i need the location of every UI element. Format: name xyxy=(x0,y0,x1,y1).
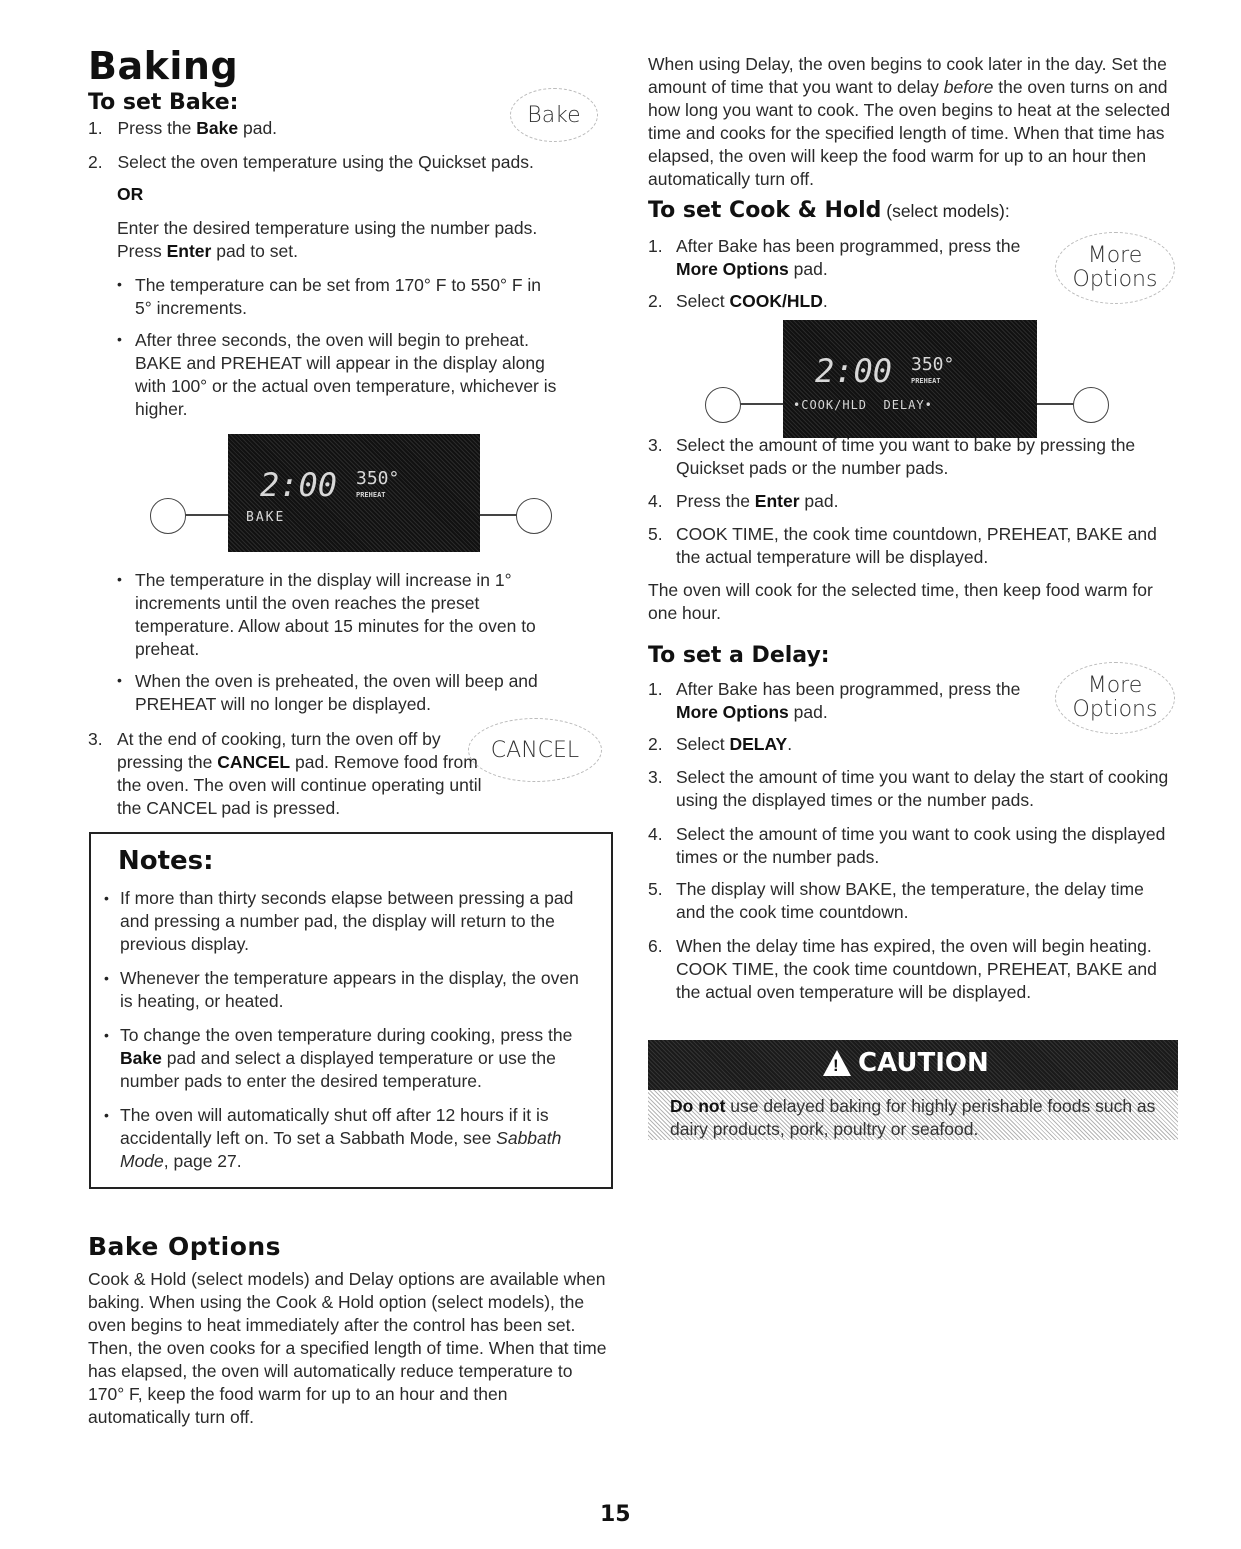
step-number: 2. xyxy=(648,734,663,754)
step-number: 4. xyxy=(648,824,663,844)
step-number: 1. xyxy=(88,118,103,138)
bake-options-title: Bake Options xyxy=(88,1232,282,1261)
right-knob-icon xyxy=(1073,387,1109,423)
more-options-pad[interactable] xyxy=(1055,232,1175,304)
left-knob-icon xyxy=(150,498,186,534)
connector-line xyxy=(1037,403,1075,405)
note-text: To change the oven temperature during cooking, press the Bake pad and select a displayed temperature or use the number pads to enter the desired temperature. xyxy=(120,1025,573,1091)
left-knob-icon xyxy=(705,387,741,423)
bullet-icon: • xyxy=(117,276,122,292)
set-bake-heading: To set Bake: xyxy=(88,90,239,115)
step-3-text: At the end of cooking, turn the oven off by pressing the CANCEL pad. Remove food from the oven. The oven will continue operating until the CANCEL pad is pressed. xyxy=(117,729,482,818)
delay-step-6: When the delay time has expired, the oven will begin heating. COOK TIME, the cook time countdown, PREHEAT, BAKE and the actual oven temperature will be displayed. xyxy=(676,936,1157,1002)
connector-line xyxy=(480,514,518,516)
delay-step-3: Select the amount of time you want to delay the start of cooking using the displayed times or the number pads. xyxy=(676,767,1169,810)
page-number: 15 xyxy=(600,1502,631,1527)
bullet-icon: • xyxy=(104,890,109,906)
display-temp: 350° xyxy=(911,354,955,375)
warning-icon-mark: ! xyxy=(833,1056,839,1075)
bullet-icon: • xyxy=(104,970,109,986)
step-number: 1. xyxy=(648,679,663,699)
step-1 xyxy=(88,117,277,140)
more-options-label: Options xyxy=(1072,697,1158,722)
page-title: Baking xyxy=(88,44,239,88)
notes-title: Notes: xyxy=(118,846,214,876)
step-number: 2. xyxy=(88,152,103,172)
bake-options-body: Cook & Hold (select models) and Delay options are available when baking. When using the Cook & Hold option (select models), the oven begins to heat immediately after the control has been set. Then, the oven cooks for a specified length of time. When that time has elapsed, the oven will automatically reduce temperature to 170° F, keep the food warm for up to an hour and then automatically turn off. xyxy=(88,1269,607,1427)
step-text: Press the Bake pad. xyxy=(117,118,278,138)
oven-display xyxy=(228,434,480,552)
bake-pad-label: Bake xyxy=(527,102,581,128)
note-text: The oven will automatically shut off after 12 hours if it is accidentally left on. To set a Sabbath Mode, see Sabbath Mode, page 27. xyxy=(120,1105,562,1171)
bullet-text: When the oven is preheated, the oven will beep and PREHEAT will no longer be displayed. xyxy=(135,671,538,714)
step-3-number: 3. xyxy=(88,729,103,749)
step-number: 5. xyxy=(648,524,663,544)
bullet-icon: • xyxy=(117,571,122,587)
more-options-label: Options xyxy=(1072,267,1158,292)
connector-line xyxy=(740,403,785,405)
step-2 xyxy=(88,151,613,174)
bullet-icon: • xyxy=(104,1027,109,1043)
delay-step-5: The display will show BAKE, the temperature, the delay time and the cook time countdown. xyxy=(676,879,1144,922)
connector-line xyxy=(185,514,230,516)
bullet-text: The temperature can be set from 170° F to 550° F in 5° increments. xyxy=(135,275,542,318)
caution-text: Do not use delayed baking for highly perishable foods such as dairy products, pork, poultry or seafood. xyxy=(670,1096,1156,1139)
delay-step-4: Select the amount of time you want to cook using the displayed times or the number pads. xyxy=(676,824,1166,867)
delay-step-2: Select DELAY. xyxy=(676,734,793,754)
bullet-icon: • xyxy=(117,672,122,688)
cancel-pad[interactable] xyxy=(468,718,602,782)
cook-hold-step-1: After Bake has been programmed, press the More Options pad. xyxy=(676,236,1021,279)
display-mode: BAKE xyxy=(246,510,286,525)
more-options-pad[interactable] xyxy=(1055,662,1175,734)
note-text: Whenever the temperature appears in the display, the oven is heating, or heated. xyxy=(120,968,579,1011)
step-text: Select the oven temperature using the Quickset pads. xyxy=(117,152,534,172)
cook-hold-step-3: Select the amount of time you want to bake by pressing the Quickset pads or the number pads. xyxy=(676,435,1136,478)
bullet-icon: • xyxy=(104,1107,109,1123)
cook-hold-step-4: Press the Enter pad. xyxy=(676,491,839,511)
enter-instructions xyxy=(117,217,613,263)
step-number: 3. xyxy=(648,435,663,455)
caution-title: CAUTION xyxy=(858,1048,989,1078)
cook-hold-after: The oven will cook for the selected time, then keep food warm for one hour. xyxy=(648,580,1153,623)
enter-line: Enter the desired temperature using the number pads. xyxy=(117,218,538,238)
caution-box xyxy=(648,1040,1178,1140)
display-mode: •COOK/HLD DELAY• xyxy=(793,398,933,412)
display-preheat: PREHEAT xyxy=(911,377,941,385)
step-number: 6. xyxy=(648,936,663,956)
note-text: If more than thirty seconds elapse between pressing a pad and pressing a number pad, the display will return to the previous display. xyxy=(120,888,574,954)
step-number: 4. xyxy=(648,491,663,511)
step-number: 2. xyxy=(648,291,663,311)
bullet-icon: • xyxy=(117,331,122,347)
display-time: 2:00 xyxy=(815,352,893,390)
delay-heading: To set a Delay: xyxy=(648,643,830,668)
display-time: 2:00 xyxy=(260,466,338,504)
oven-display xyxy=(783,320,1037,438)
or-label: OR xyxy=(117,184,144,204)
delay-intro: When using Delay, the oven begins to cook later in the day. Set the amount of time that you want to delay before the oven turns on and how long you want to cook. The oven begins to heat at the selected time and cooks for the specified length of time. When that time has elapsed, the oven will keep the food warm for up to an hour then automatically turn off. xyxy=(648,54,1171,189)
step-number: 3. xyxy=(648,767,663,787)
step-number: 5. xyxy=(648,879,663,899)
cook-hold-heading: To set Cook & Hold (select models): xyxy=(648,198,1010,223)
display-preheat: PREHEAT xyxy=(356,491,386,499)
more-options-label: More xyxy=(1087,673,1143,698)
bullet-text: After three seconds, the oven will begin to preheat. BAKE and PREHEAT will appear in the display along with 100° or the actual oven temperature, whichever is higher. xyxy=(135,330,557,419)
right-knob-icon xyxy=(516,498,552,534)
bake-pad[interactable] xyxy=(510,88,598,142)
step-number: 1. xyxy=(648,236,663,256)
cook-hold-step-2: Select COOK/HLD. xyxy=(676,291,828,311)
cancel-pad-label: CANCEL xyxy=(490,737,580,763)
more-options-label: More xyxy=(1087,243,1143,268)
caution-header xyxy=(648,1040,1178,1090)
display-temp: 350° xyxy=(356,468,400,489)
enter-line-2: Press Enter pad to set. xyxy=(117,241,298,261)
delay-step-1: After Bake has been programmed, press the More Options pad. xyxy=(676,679,1021,722)
cook-hold-step-5: COOK TIME, the cook time countdown, PREHEAT, BAKE and the actual temperature will be displayed. xyxy=(676,524,1157,567)
bullet-text: The temperature in the display will increase in 1° increments until the oven reaches the preset temperature. Allow about 15 minutes for the oven to preheat. xyxy=(135,570,536,659)
